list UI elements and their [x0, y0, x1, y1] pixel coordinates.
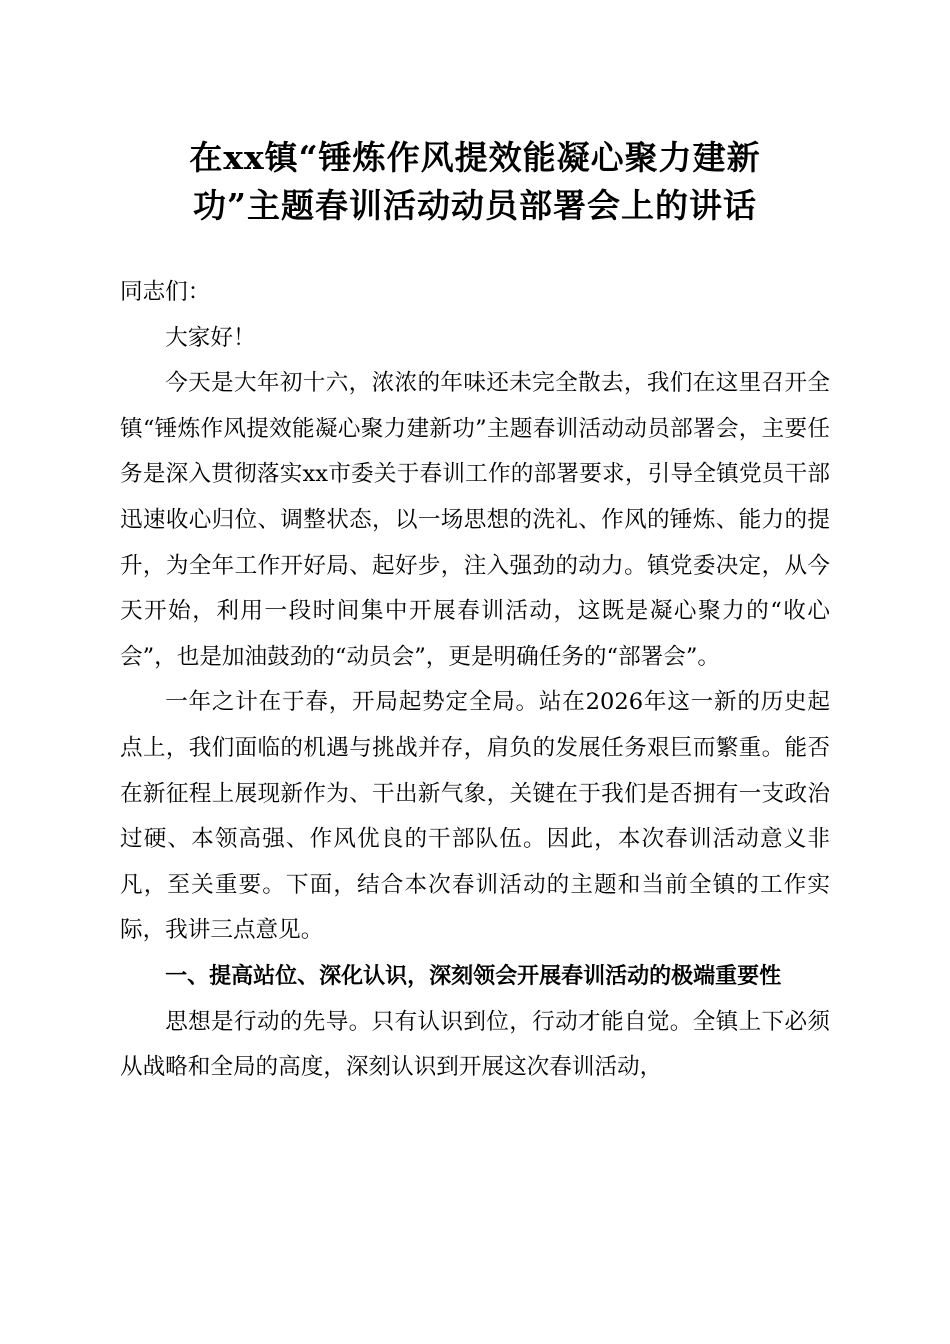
salutation: 同志们： — [120, 279, 211, 305]
document-body — [120, 270, 830, 1091]
paragraph-2: 一年之计在于春，开局起势定全局。站在2026年这一新的历史起点上，我们面临的机遇与挑战并存，肩负的发展任务艰巨而繁重。能否在新征程上展现新作为、干出新气象，关键在于我们是否拥有一支政治过硬、本领高强、作风优良的干部队伍。因此，本次春训活动意义非凡，至关重要。下面，结合本次春训活动的主题和当前全镇的工作实际，我讲三点意见。 — [120, 689, 830, 944]
section-heading-1: 一、提高站位、深化认识，深刻领会开展春训活动的极端重要性 — [165, 963, 782, 989]
paragraph-3: 思想是行动的先导。只有认识到位，行动才能自觉。全镇上下必须从战略和全局的高度，深刻认识到开展这次春训活动， — [120, 1008, 830, 1081]
paragraph-1: 今天是大年初十六，浓浓的年味还未完全散去，我们在这里召开全镇“锤炼作风提效能凝心聚力建新功”主题春训活动动员部署会，主要任务是深入贯彻落实xx市委关于春训工作的部署要求，引导全镇党员干部迅速收心归位、调整状态，以一场思想的洗礼、作风的锤炼、能力的提升，为全年工作开好局、起好步，注入强劲的动力。镇党委决定，从今天开始，利用一段时间集中开展春训活动，这既是凝心聚力的“收心会”，也是加油鼓劲的“动员会”，更是明确任务的“部署会”。 — [120, 370, 830, 670]
title-line-2: 功”主题春训活动动员部署会上的讲话 — [193, 186, 757, 225]
greeting: 大家好！ — [165, 324, 256, 351]
document-title — [100, 134, 850, 230]
title-line-1: 在xx镇“锤炼作风提效能凝心聚力建新 — [189, 138, 761, 177]
